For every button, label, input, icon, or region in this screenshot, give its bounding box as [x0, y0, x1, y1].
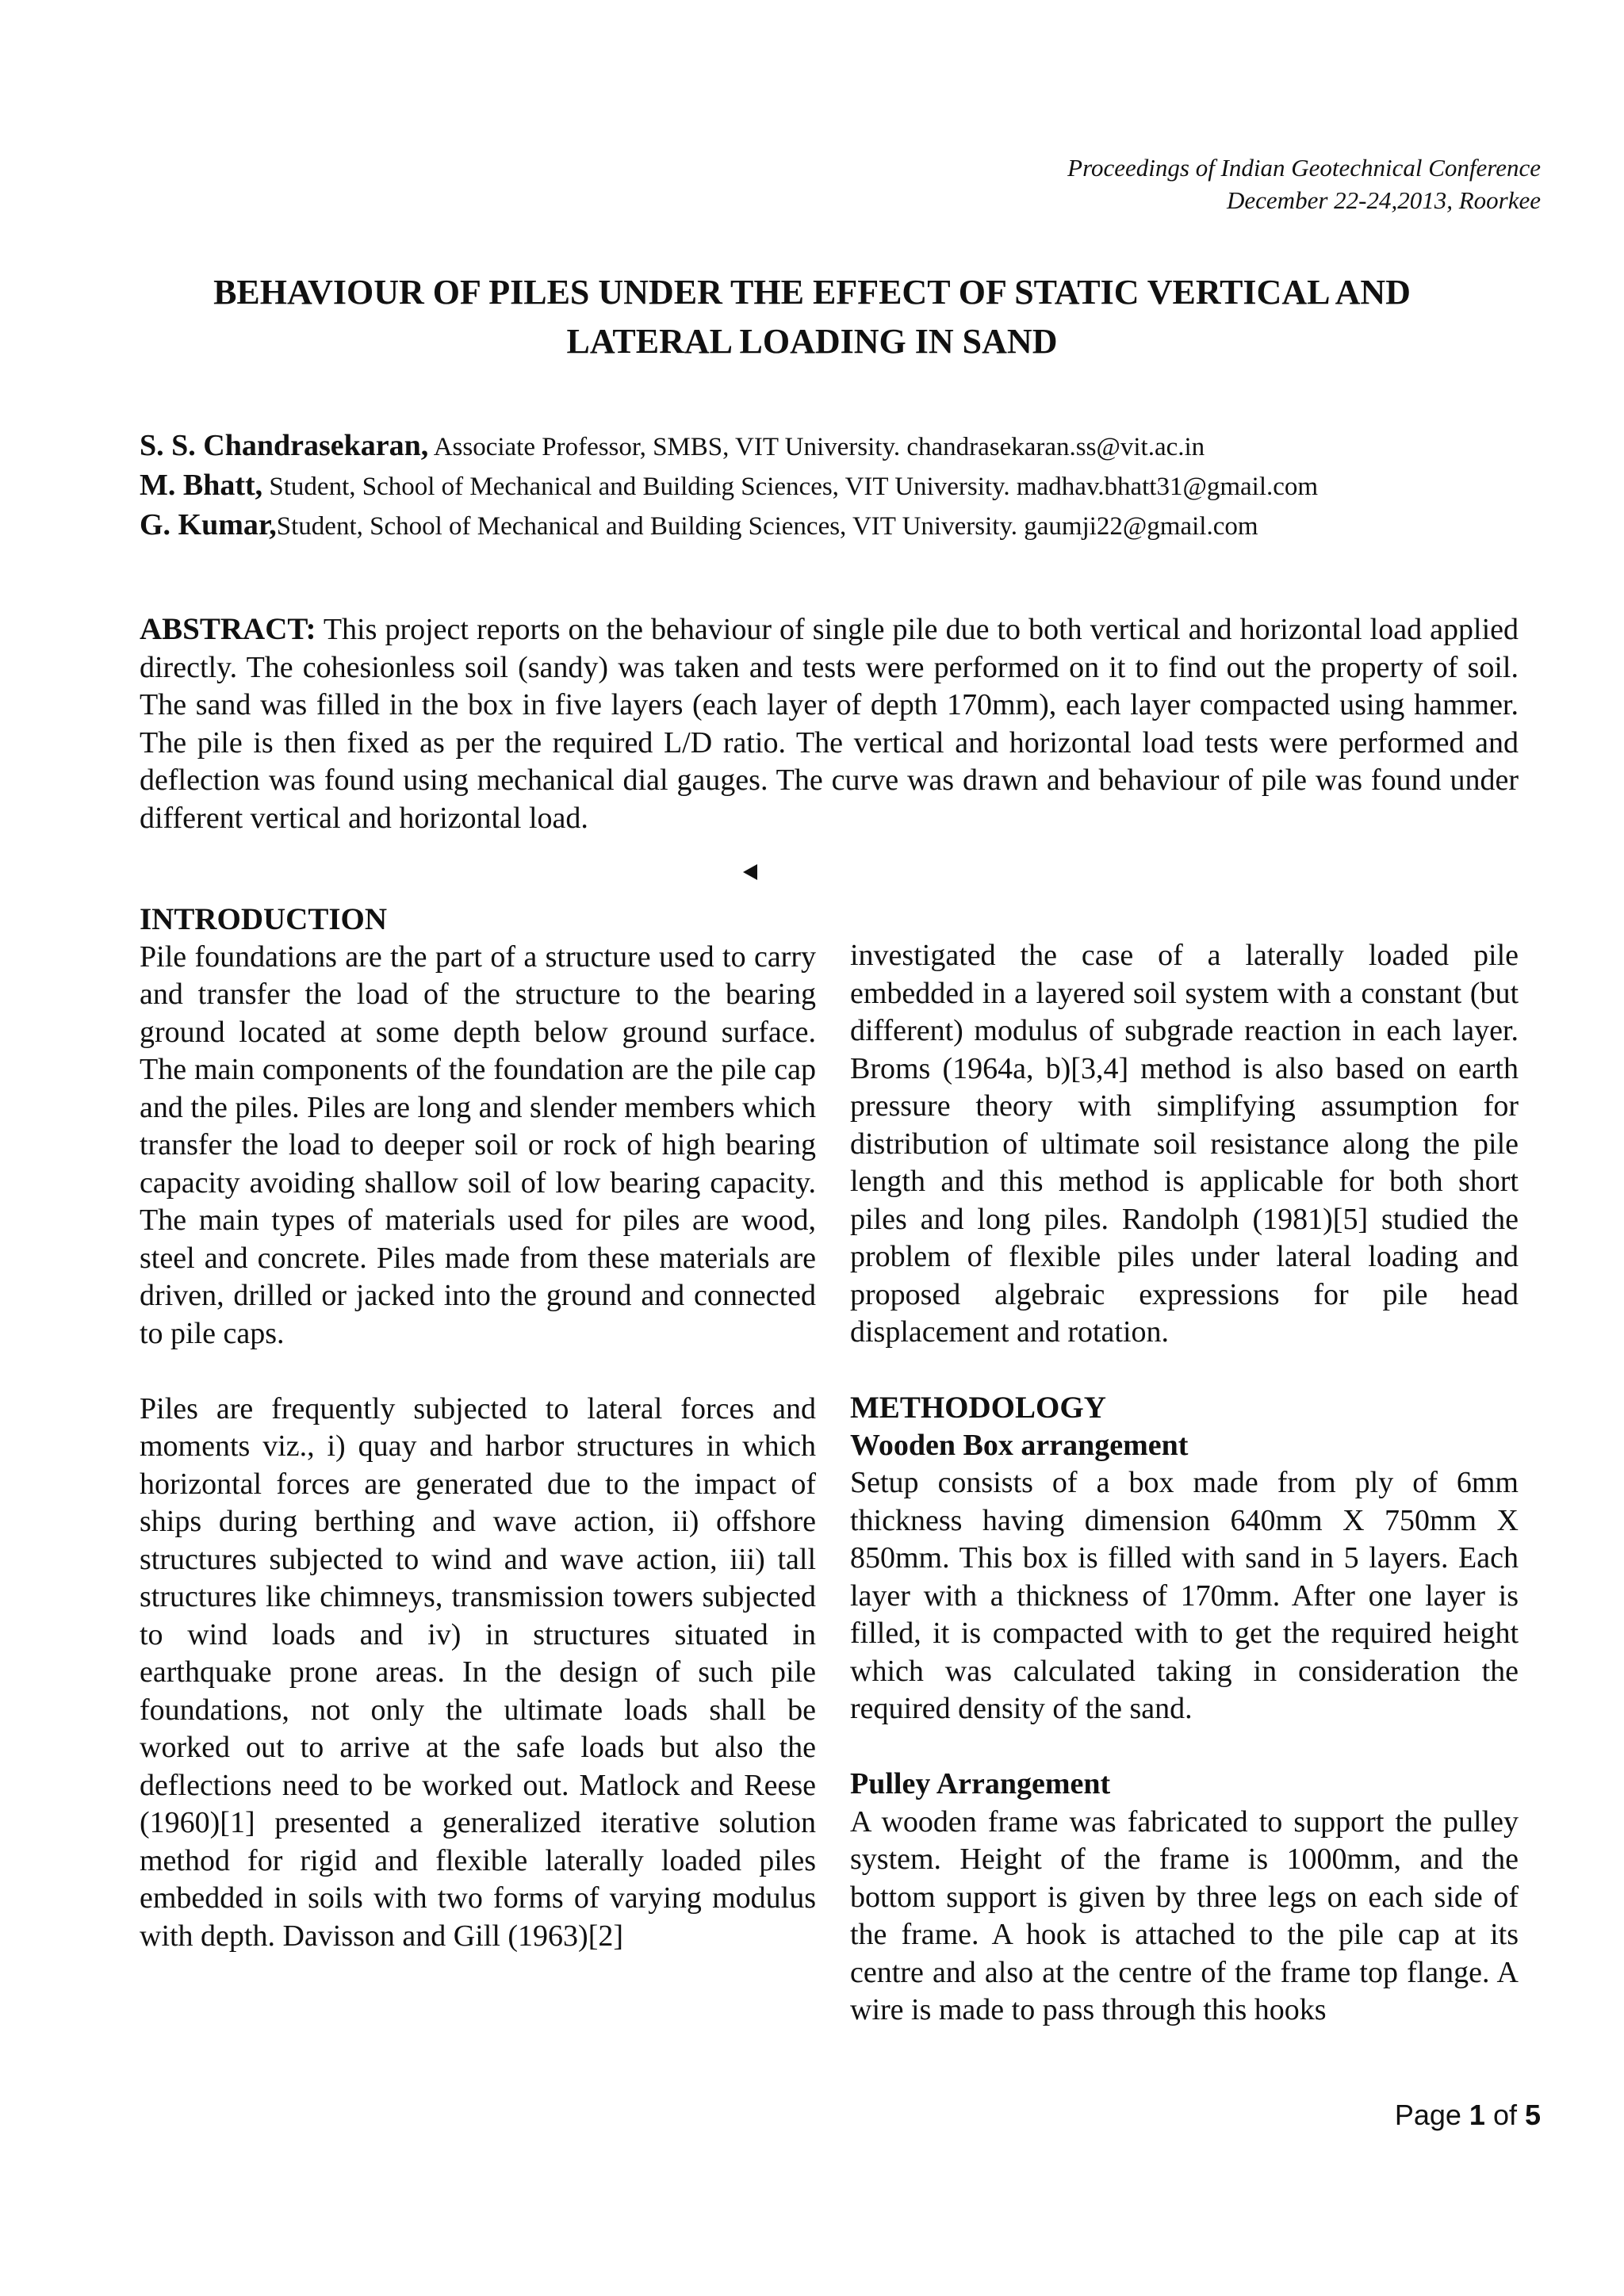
pulley-paragraph: A wooden frame was fabricated to support the pulley system. Height of the frame is 1000mm, and the bottom support is given by three legs on each side of the frame. A hook is attached to the pile cap at its centre and also at the centre of the frame top flange. A wire is made to pass through this hooks	[850, 1804, 1519, 2026]
author-1	[140, 427, 1551, 466]
page-word: Page	[1394, 2099, 1469, 2131]
author-name: S. S. Chandrasekaran,	[140, 429, 429, 462]
author-list	[140, 427, 1551, 545]
author-name: G. Kumar,	[140, 508, 277, 541]
pulley-subheading: Pulley Arrangement	[850, 1767, 1111, 1800]
author-3	[140, 506, 1551, 545]
header-line-1: Proceedings of Indian Geotechnical Conference	[1067, 154, 1541, 182]
of-word: of	[1484, 2099, 1525, 2131]
current-page: 1	[1469, 2099, 1485, 2131]
wooden-box-paragraph: Setup consists of a box made from ply of 6mm thickness having dimension 640mm X 750mm X 850mm. This box is filled with sand in 5 layers. Each layer with a thickness of 170mm. After one layer is filled, it is compacted with to get the required height which was calculated taking in consideration the required density of the sand.	[850, 1466, 1519, 1725]
author-affiliation: Associate Professor, SMBS, VIT University. chandrasekaran.ss@vit.ac.in	[428, 433, 1205, 461]
cursor-arrow-icon	[743, 864, 757, 880]
introduction-paragraph-3: investigated the case of a laterally loaded pile embedded in a layered soil system with a constant (but different) modulus of subgrade reaction in each layer. Broms (1964a, b)[3,4] method is also based on earth pressure theory with simplifying assumption for distribution of ultimate soil resistance along the pile length and this method is applicable for both short piles and long piles. Randolph (1981)[5] studied the problem of flexible piles under lateral loading and proposed algebraic expressions for pile head displacement and rotation.	[850, 939, 1519, 1349]
wooden-box-subheading: Wooden Box arrangement	[850, 1428, 1189, 1462]
abstract	[140, 610, 1519, 837]
author-name: M. Bhatt,	[140, 469, 263, 502]
author-affiliation: Student, School of Mechanical and Building Sciences, VIT University. gaumji22@gmail.com	[276, 512, 1258, 541]
title-line-1: BEHAVIOUR OF PILES UNDER THE EFFECT OF STATIC VERTICAL AND	[213, 273, 1411, 312]
left-column	[140, 901, 816, 1955]
header-line-2: December 22-24,2013, Roorkee	[1227, 186, 1541, 214]
conference-header	[1067, 151, 1541, 216]
introduction-paragraph-1: Pile foundations are the part of a structure used to carry and transfer the load of the structure to the bearing ground located at some depth below ground surface. The main components of the foundation are the pile cap and the piles. Piles are long and slender members which transfer the load to deeper soil or rock of high bearing capacity avoiding shallow soil of low bearing capacity. The main types of materials used for piles are wood, steel and concrete. Piles made from these materials are driven, drilled or jacked into the ground and connected to pile caps.	[140, 939, 816, 1350]
title-line-2: LATERAL LOADING IN SAND	[566, 322, 1058, 361]
author-2	[140, 466, 1551, 506]
methodology-heading: METHODOLOGY	[850, 1391, 1106, 1425]
right-column	[850, 937, 1519, 2030]
introduction-heading: INTRODUCTION	[140, 902, 388, 936]
abstract-text: This project reports on the behaviour of single pile due to both vertical and horizontal load applied directly. The cohesionless soil (sandy) was taken and tests were performed on it to find out the property of soil. The sand was filled in the box in five layers (each layer of depth 170mm), each layer compacted using hammer. The pile is then fixed as per the required L/D ratio. The vertical and horizontal load tests were performed and deflection was found using mechanical dial gauges. The curve was drawn and behaviour of pile was found under different vertical and horizontal load.	[140, 613, 1519, 835]
paper-title	[127, 268, 1497, 366]
abstract-label: ABSTRACT:	[140, 612, 316, 646]
total-pages: 5	[1524, 2099, 1541, 2131]
page-number	[1395, 2099, 1541, 2132]
author-affiliation: Student, School of Mechanical and Building Sciences, VIT University. madhav.bhatt31@gmail.com	[262, 473, 1319, 501]
introduction-paragraph-2: Piles are frequently subjected to lateral forces and moments viz., i) quay and harbor structures in which horizontal forces are generated due to the impact of ships during berthing and wave action, ii) offshore structures subjected to wind and wave action, iii) tall structures like chimneys, transmission towers subjected to wind loads and iv) in structures situated in earthquake prone areas. In the design of such pile foundations, not only the ultimate loads shall be worked out to arrive at the safe loads but also the deflections need to be worked out. Matlock and Reese (1960)[1] presented a generalized iterative solution method for rigid and flexible laterally loaded piles embedded in soils with two forms of varying modulus with depth. Davisson and Gill (1963)[2]	[140, 1391, 816, 1953]
